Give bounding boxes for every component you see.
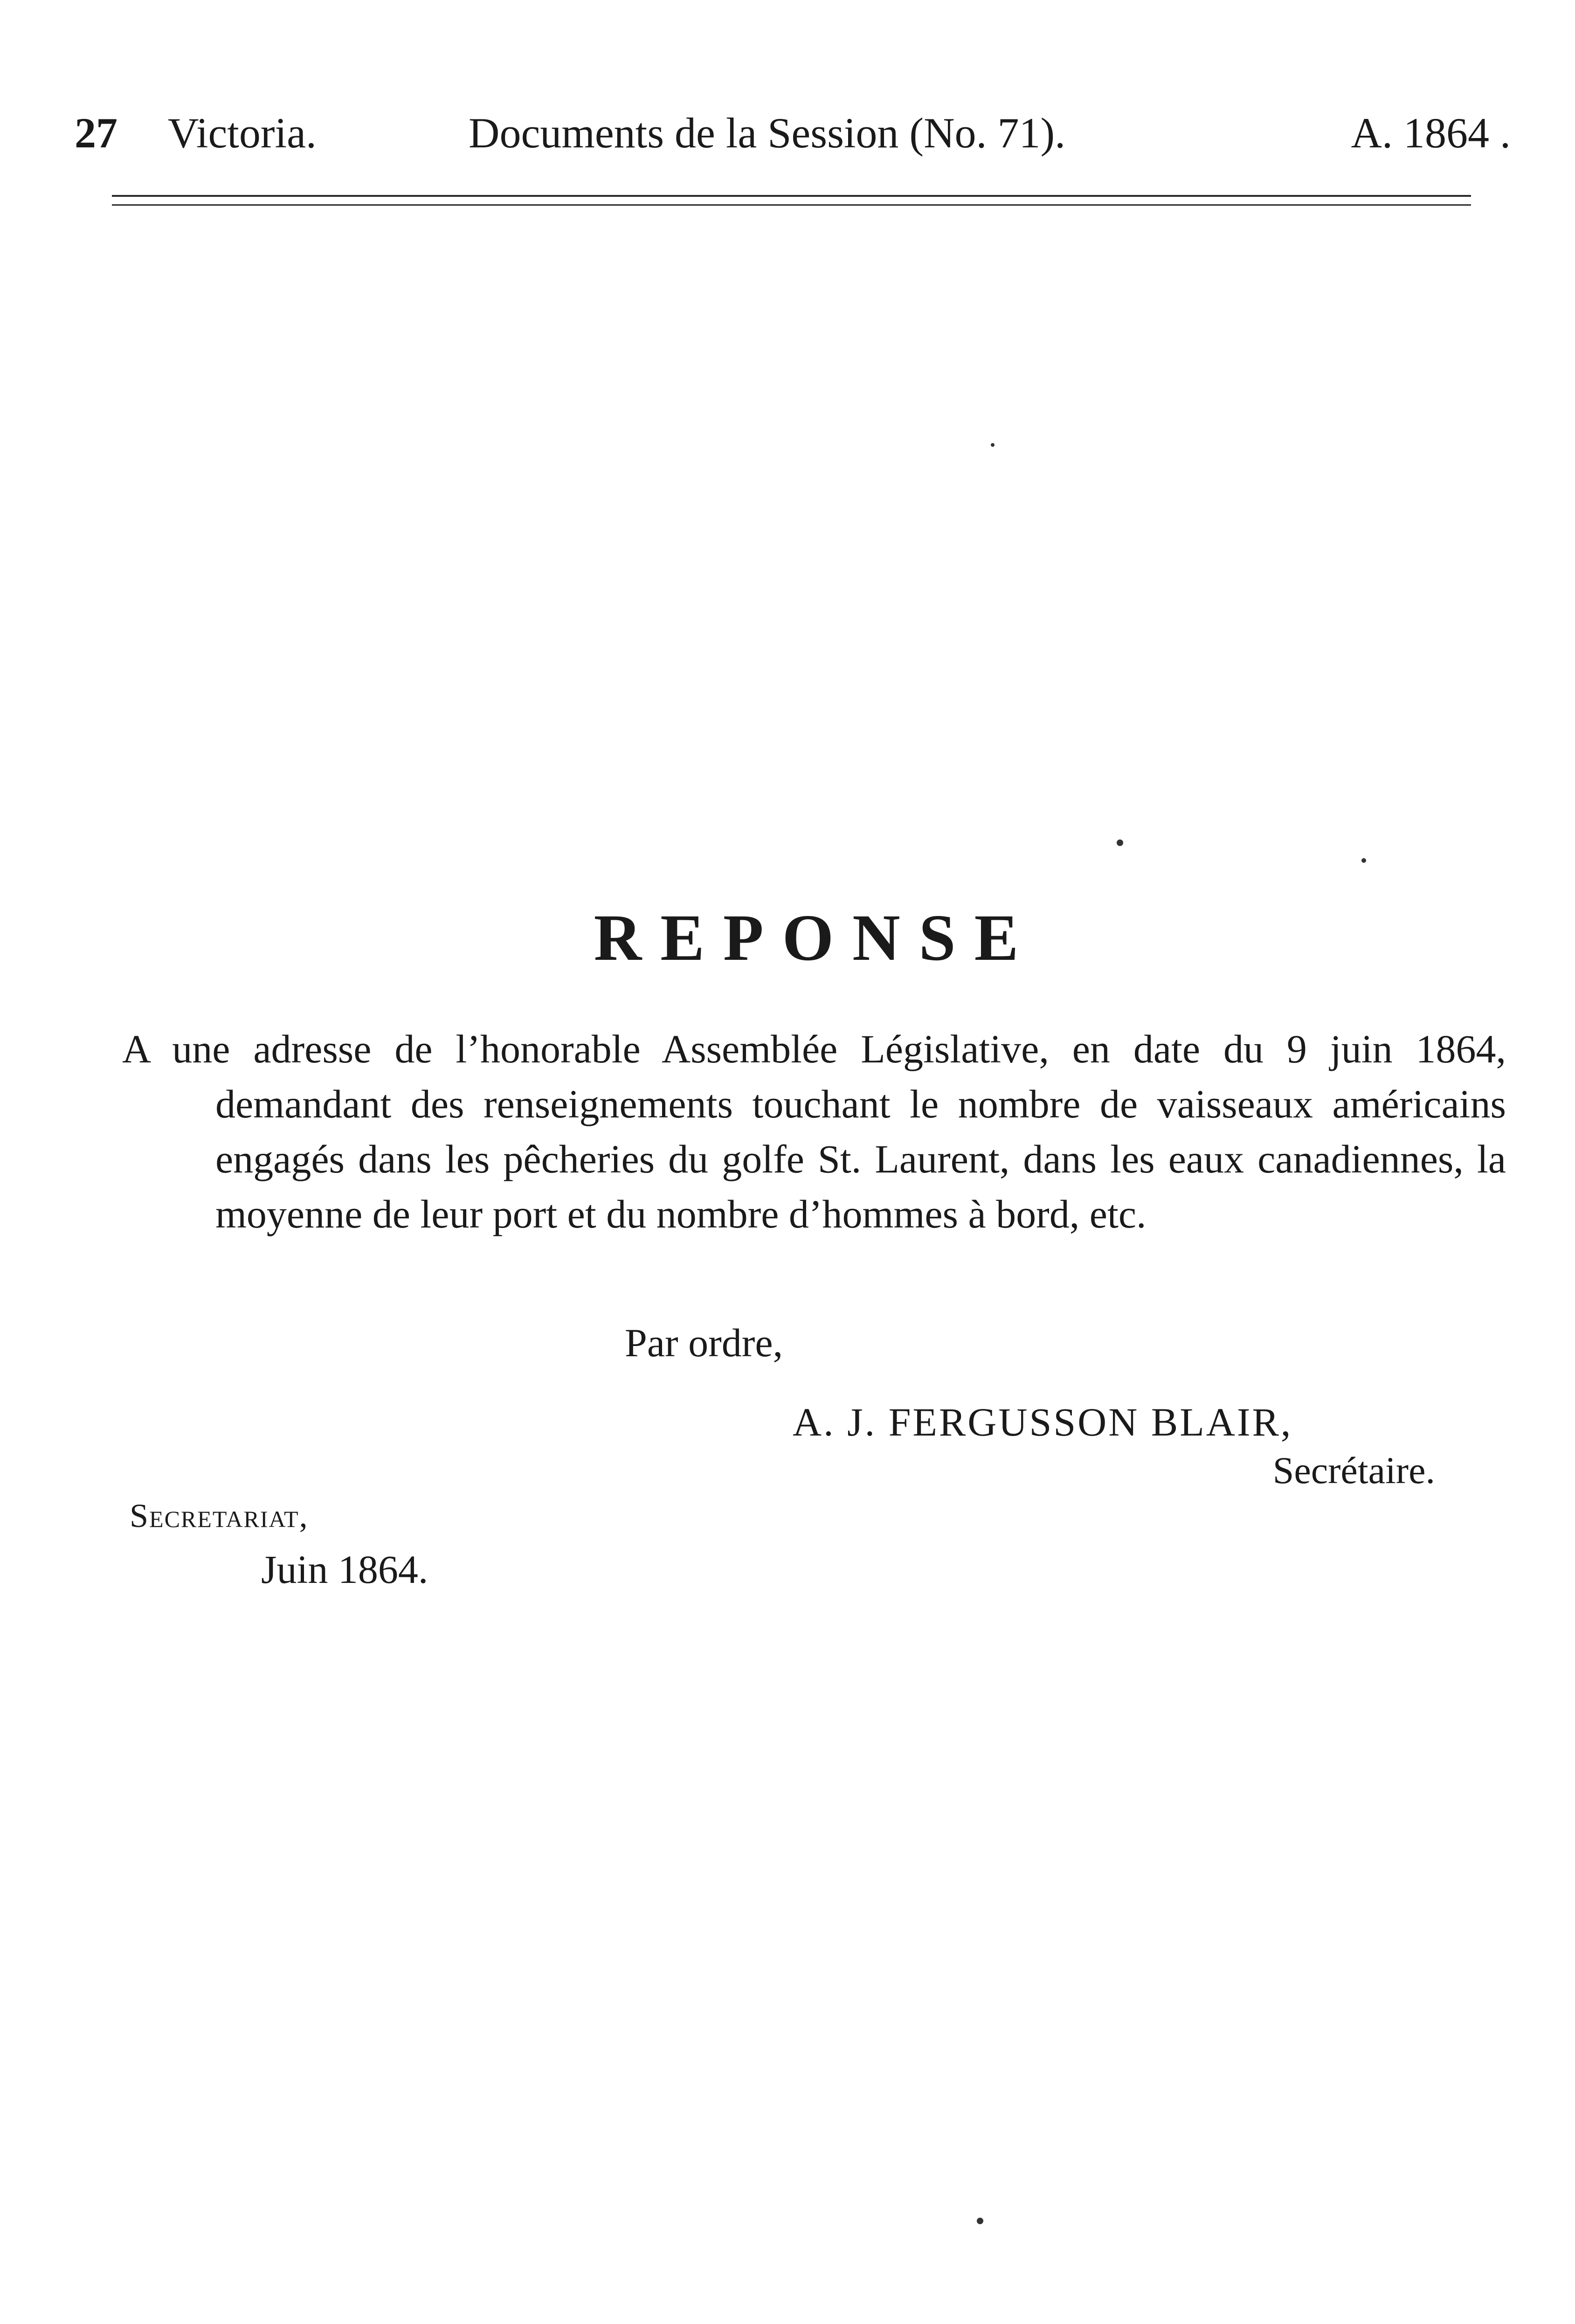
scan-speck: [991, 443, 995, 447]
running-header: [75, 105, 1511, 161]
scan-speck: [1361, 858, 1366, 863]
par-ordre: Par ordre,: [625, 1320, 783, 1365]
header-number: 27: [75, 109, 117, 157]
header-documents: Documents de la Session (No. 71).: [469, 109, 1066, 157]
scan-speck: [977, 2218, 983, 2224]
header-double-rule: [112, 195, 1471, 206]
header-reign: Victoria.: [168, 109, 317, 157]
signatory-name: A. J. FERGUSSON BLAIR,: [793, 1400, 1293, 1444]
signatory-title: Secrétaire.: [1272, 1449, 1435, 1492]
header-year: A. 1864 .: [1351, 109, 1511, 157]
dateline-date: Juin 1864.: [261, 1547, 428, 1592]
dateline-office: Secretariat,: [130, 1497, 309, 1534]
address-paragraph: A une adresse de l’honorable Assemblée Législative, en date du 9 juin 1864, demandant des renseignements touchant le nombre de vaisseaux américains engagés dans les pêcheries du golfe St. Laurent, dans les eaux canadiennes, la moyenne de leur port et du nombre d’hommes à bord, etc.: [122, 1027, 1506, 1236]
scan-speck: [1117, 839, 1123, 846]
document-title: REPONSE: [594, 901, 1037, 974]
